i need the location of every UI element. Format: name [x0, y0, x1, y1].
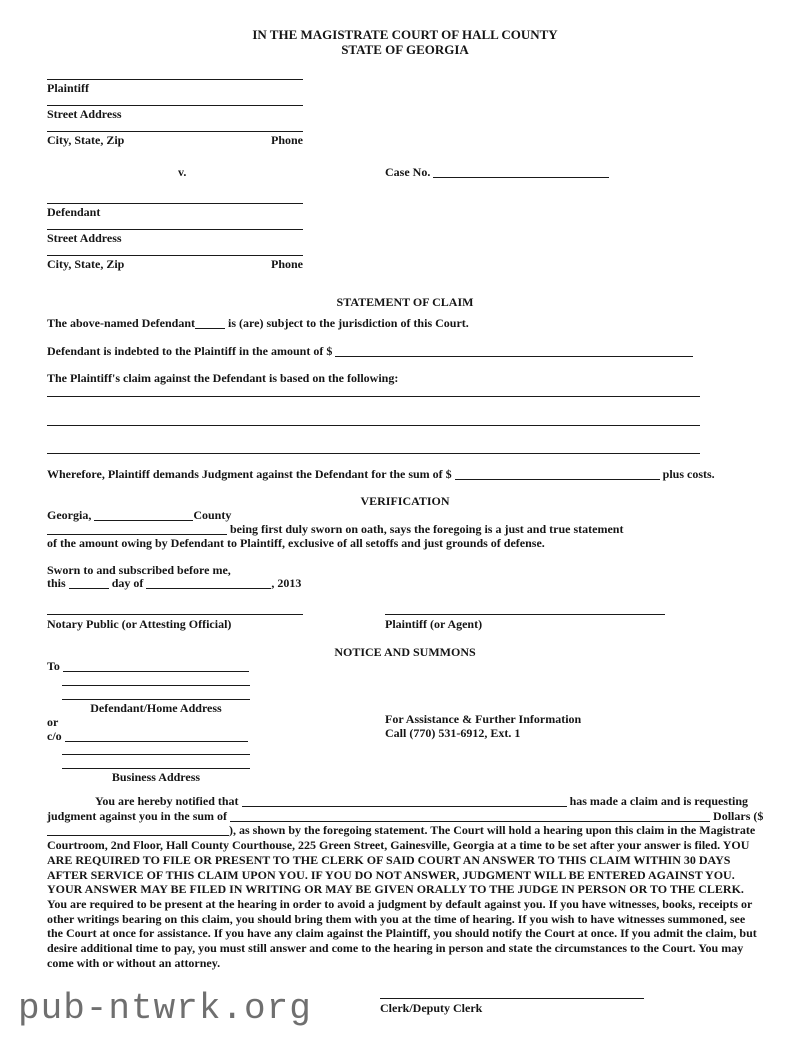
to-label: To: [47, 659, 60, 673]
this-label: this: [47, 576, 66, 590]
case-no-blank[interactable]: [433, 167, 609, 178]
notice-summons-heading: NOTICE AND SUMMONS: [334, 645, 476, 659]
defendant-block: [47, 203, 303, 281]
wherefore-text-post: plus costs.: [659, 467, 715, 481]
to-row: [47, 659, 250, 673]
plaintiff-street-label: Street Address: [47, 107, 122, 121]
plaintiff-sig-label: Plaintiff (or Agent): [385, 617, 483, 631]
defendant-name-label: Defendant: [47, 205, 101, 219]
case-no-field: [385, 165, 609, 180]
wherefore-line: [47, 467, 763, 482]
defendant-name-field[interactable]: [47, 203, 303, 219]
sum-words-blank[interactable]: [230, 811, 710, 822]
claim-detail-line-2[interactable]: [47, 425, 700, 426]
georgia-label: Georgia,: [47, 508, 92, 522]
sworn-before-line: Sworn to and subscribed before me,: [47, 563, 231, 577]
jurisdiction-text-pre: The above-named Defendant: [47, 316, 196, 330]
indebted-text: Defendant is indebted to the Plaintiff in the amount of $: [47, 344, 336, 358]
claim-detail-line-3[interactable]: [47, 453, 700, 454]
jurisdiction-text-post: is (are) subject to the jurisdiction of this Court.: [225, 316, 469, 330]
watermark: pub-ntwrk.org: [18, 988, 312, 1029]
plaintiff-block: [47, 79, 303, 157]
to-name-blank[interactable]: [63, 661, 249, 672]
assistance-line2: Call (770) 531-6912, Ext. 1: [385, 726, 521, 740]
day-of-label: day of: [111, 576, 144, 590]
sworn-statement-text1: being first duly sworn on oath, says the foregoing is a just and true statement: [227, 522, 624, 536]
month-blank[interactable]: [146, 578, 271, 589]
year-suffix: , 2013: [271, 576, 302, 590]
notice-seg4: ), as shown by the foregoing statement. The Court will hold a hearing upon this claim in the Magistrate Courtroom, 2nd Floor, Hall County Courthouse, 225 Green Street, Gainesville, Georgia at a time to be set after your answer is filed. YOU ARE REQUIRED TO FILE OR PRESENT TO THE CLERK OF SAID COURT AN ANSWER TO THIS CLAIM WITHIN 30 DAYS AFTER SERVICE OF THIS CLAIM UPON YOU. IF YOU DO NOT ANSWER, JUDGMENT WILL BE ENTERED AGAINST YOU. YOUR ANSWER MAY BE FILED IN WRITING OR MAY BE GIVEN ORALLY TO THE JUDGE IN PERSON OR TO THE CLERK. You are required to be present at the hearing in order to avoid a judgment by default against you. If you have witnesses, books, receipts or other writings bearing on this claim, you should bring them with you at the time of hearing. If you wish to have witnesses summoned, see the Court at once for assistance. If you have any claim against the Plaintiff, you should notify the Court at once. If you admit the claim, but desire additional time to pay, you must still answer and come to the hearing in person and state the circumstances to the Court. You may come with or without an attorney.: [47, 823, 757, 970]
defendant-phone-label: Phone: [270, 257, 303, 271]
co-name-blank[interactable]: [65, 731, 248, 742]
amount-blank[interactable]: [335, 346, 693, 357]
plaintiff-name-field[interactable]: [47, 79, 303, 95]
judgment-sum-blank[interactable]: [455, 469, 660, 480]
claim-basis-line: The Plaintiff's claim against the Defendant is based on the following:: [47, 371, 399, 385]
notice-seg2: has made a claim and is requesting judgment against you in the sum of: [47, 794, 749, 823]
notice-seg3: Dollars ($: [710, 808, 764, 823]
sworn-date-line: [47, 576, 301, 591]
jurisdiction-line: [47, 316, 763, 331]
wherefore-text-pre: Wherefore, Plaintiff demands Judgment against the Defendant for the sum of $: [47, 467, 455, 481]
versus-label: v.: [178, 165, 187, 179]
claim-detail-line-1[interactable]: [47, 396, 700, 397]
sworn-statement-line2: of the amount owing by Defendant to Plaintiff, exclusive of all setoffs and just grounds of defense.: [47, 536, 545, 550]
or-label: or: [47, 714, 59, 729]
assistance-line1: For Assistance & Further Information: [385, 712, 582, 726]
home-address-caption: Defendant/Home Address: [90, 700, 222, 715]
county-label: County: [193, 508, 232, 522]
defendant-address-block: [47, 659, 250, 784]
claimant-name-blank[interactable]: [242, 796, 567, 807]
verification-heading: VERIFICATION: [360, 494, 450, 508]
plaintiff-city-label: City, State, Zip: [47, 133, 125, 147]
plaintiff-signature-line[interactable]: [385, 614, 665, 615]
statement-of-claim-heading: STATEMENT OF CLAIM: [336, 295, 474, 309]
affiant-name-blank[interactable]: [47, 524, 227, 535]
notice-seg1: You are hereby notified that: [95, 794, 242, 808]
clerk-label: Clerk/Deputy Clerk: [380, 1001, 483, 1015]
plaintiff-phone-label: Phone: [270, 133, 303, 147]
plaintiff-name-label: Plaintiff: [47, 81, 89, 95]
home-address-line-2[interactable]: [62, 685, 250, 686]
defendant-street-label: Street Address: [47, 231, 122, 245]
defendant-city-label: City, State, Zip: [47, 257, 125, 271]
plaintiff-city-phone-field[interactable]: [47, 131, 303, 147]
court-title-line1: IN THE MAGISTRATE COURT OF HALL COUNTY: [252, 27, 558, 42]
defendant-city-line[interactable]: [47, 255, 303, 256]
court-title-line2: STATE OF GEORGIA: [341, 42, 469, 57]
defendant-city-phone-field[interactable]: [47, 255, 303, 271]
business-address-line-2[interactable]: [62, 754, 250, 755]
county-blank[interactable]: [94, 510, 193, 521]
co-row: [47, 729, 250, 743]
plaintiff-street-line[interactable]: [47, 105, 303, 106]
notice-paragraph: [47, 794, 764, 970]
defendant-street-line[interactable]: [47, 229, 303, 230]
indebted-line: [47, 344, 763, 359]
plaintiff-city-line[interactable]: [47, 131, 303, 132]
co-label: c/o: [47, 729, 62, 743]
business-address-caption: Business Address: [111, 769, 201, 784]
notary-signature-line[interactable]: [47, 614, 303, 615]
assistance-info: [385, 712, 581, 740]
jurisdiction-blank[interactable]: [195, 318, 225, 329]
notary-label: Notary Public (or Attesting Official): [47, 617, 232, 631]
sworn-statement-line1: [47, 522, 763, 537]
business-address-line-3[interactable]: [62, 768, 250, 769]
home-address-line-3[interactable]: [62, 699, 250, 700]
clerk-signature-line[interactable]: [380, 998, 644, 999]
plaintiff-name-line[interactable]: [47, 79, 303, 80]
court-title: [0, 27, 810, 57]
sum-figures-blank[interactable]: [47, 825, 229, 836]
defendant-name-line[interactable]: [47, 203, 303, 204]
defendant-street-field[interactable]: [47, 229, 303, 245]
day-blank[interactable]: [69, 578, 109, 589]
plaintiff-street-field[interactable]: [47, 105, 303, 121]
georgia-county-line: [47, 508, 231, 523]
case-no-label: Case No.: [385, 165, 431, 179]
